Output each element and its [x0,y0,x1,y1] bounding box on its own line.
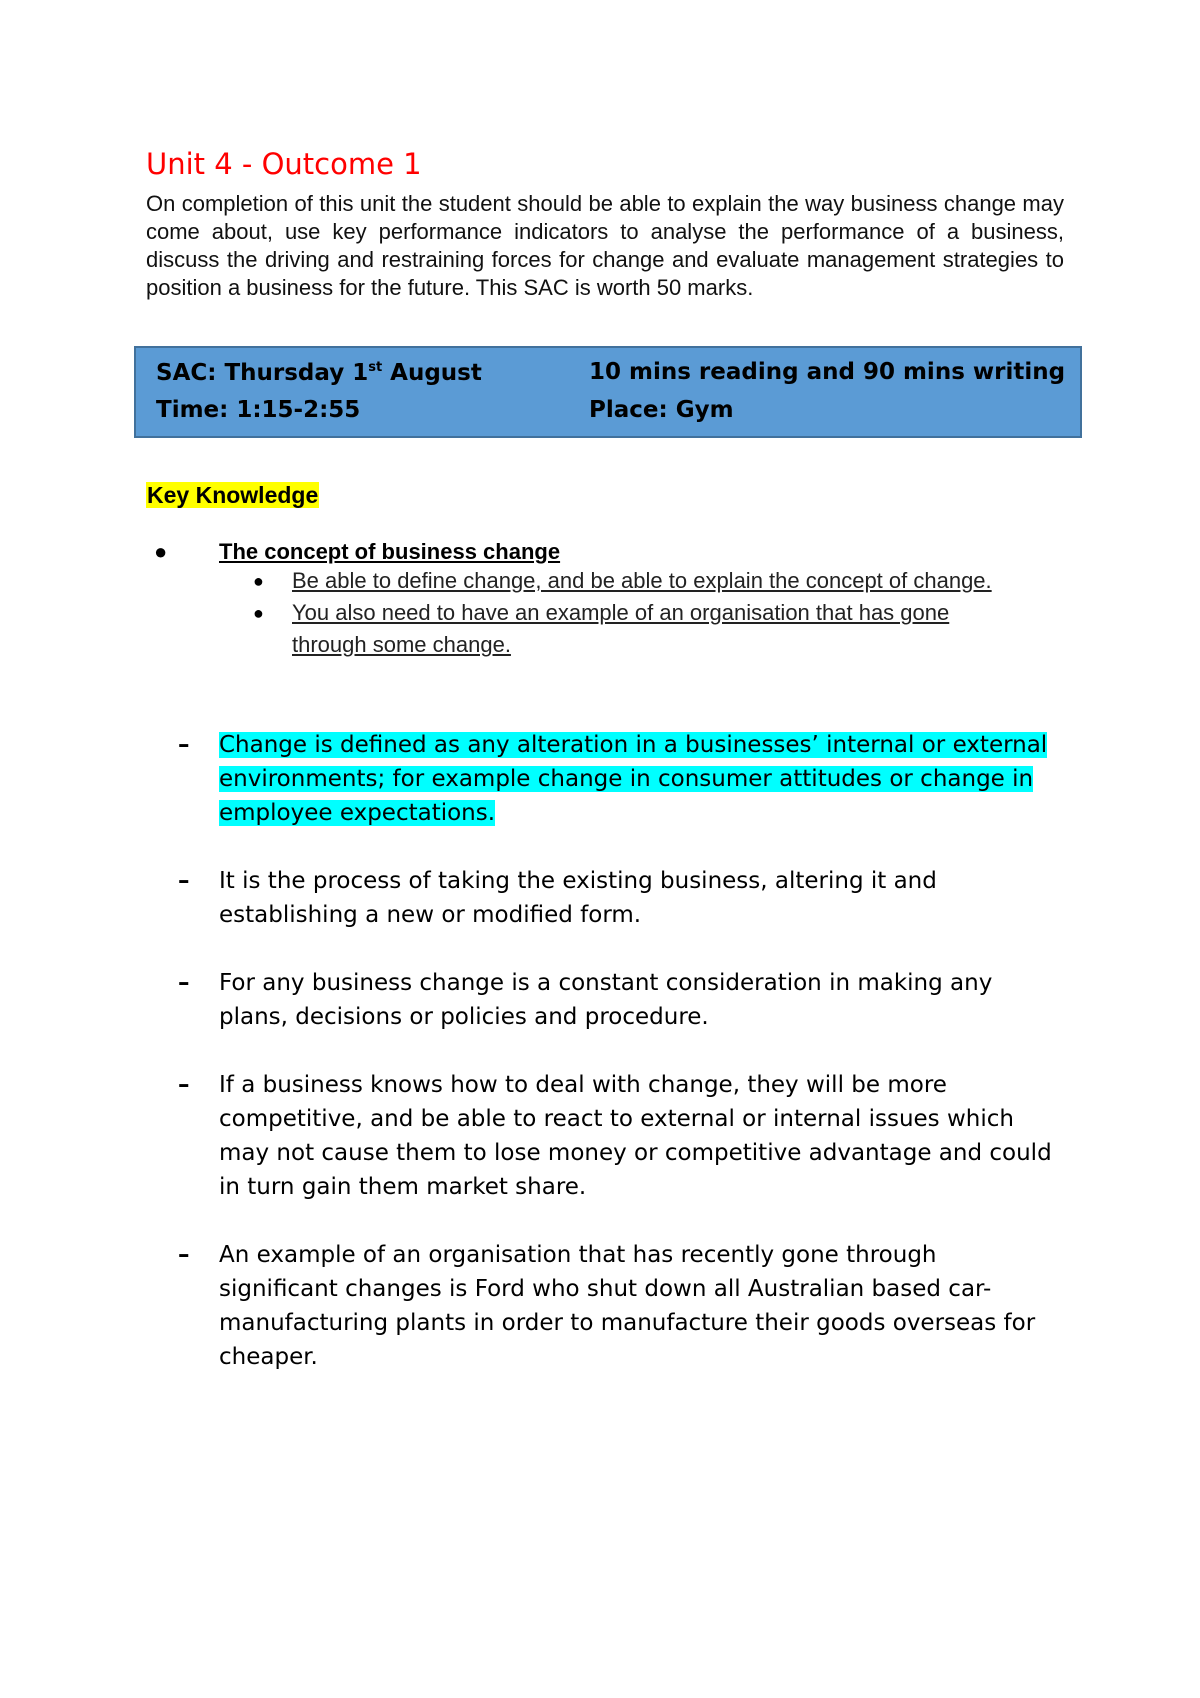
sub-bullet-text: You also need to have an example of an organisation that has gone through some change. [292,600,950,657]
sub-bullet-list [244,565,1024,661]
key-point-text: It is the process of taking the existing business, altering it and establishing a new or modified form. [219,868,937,928]
sac-date [156,361,482,385]
sub-bullet-text: Be able to define change, and be able to explain the concept of change. [292,568,992,593]
sub-bullet-item [244,565,1024,597]
key-knowledge-heading-text: Key Knowledge [147,482,319,508]
main-bullet-text: The concept of business change [219,539,561,564]
dash-icon: – [178,868,190,894]
key-point [178,1238,1058,1374]
sac-date-superscript: st [368,360,383,375]
key-point-text: An example of an organisation that has recently gone through significant changes is Ford who shut down all Australian based car-manufacturing plants in order to manufacture their goods overseas for cheaper. [219,1242,1036,1370]
bullet-dot-icon: ● [253,571,264,591]
key-knowledge-heading [146,482,319,510]
dash-icon: – [178,732,190,758]
sac-time: Time: 1:15-2:55 [156,397,361,423]
dash-icon: – [178,970,190,996]
bullet-dot-icon: ● [253,603,264,623]
key-point-text: For any business change is a constant consideration in making any plans, decisions or policies and procedure. [219,970,993,1030]
sac-place: Place: Gym [589,397,734,423]
key-point [178,728,1058,830]
sac-info-box [134,346,1082,438]
dash-icon: – [178,1072,190,1098]
key-point-text: If a business knows how to deal with change, they will be more competitive, and be able to react to external or internal issues which may not cause them to lose money or competitive advantage and could in turn gain them market share. [219,1072,1052,1200]
sac-duration: 10 mins reading and 90 mins writing [589,359,1066,385]
bullet-dot-icon: ● [154,539,168,564]
key-point [178,864,1058,932]
key-point [178,1068,1058,1204]
intro-paragraph: On completion of this unit the student should be able to explain the way business change may come about, use key performance indicators to analyse the performance of a business, discuss the driving and restraining forces for change and evaluate management strategies to position a business for the future. This SAC is worth 50 marks. [146,191,1064,300]
key-points-list [178,728,1058,1408]
page-title: Unit 4 - Outcome 1 [146,147,422,181]
key-point [178,966,1058,1034]
dash-icon: – [178,1242,190,1268]
sub-bullet-item [244,597,1024,661]
sac-date-suffix: August [382,360,482,386]
sac-date-prefix: SAC: Thursday 1 [156,360,369,386]
key-point-text-highlighted: Change is defined as any alteration in a businesses’ internal or external environments; for example change in consumer attitudes or change in employee expectations. [219,732,1048,826]
